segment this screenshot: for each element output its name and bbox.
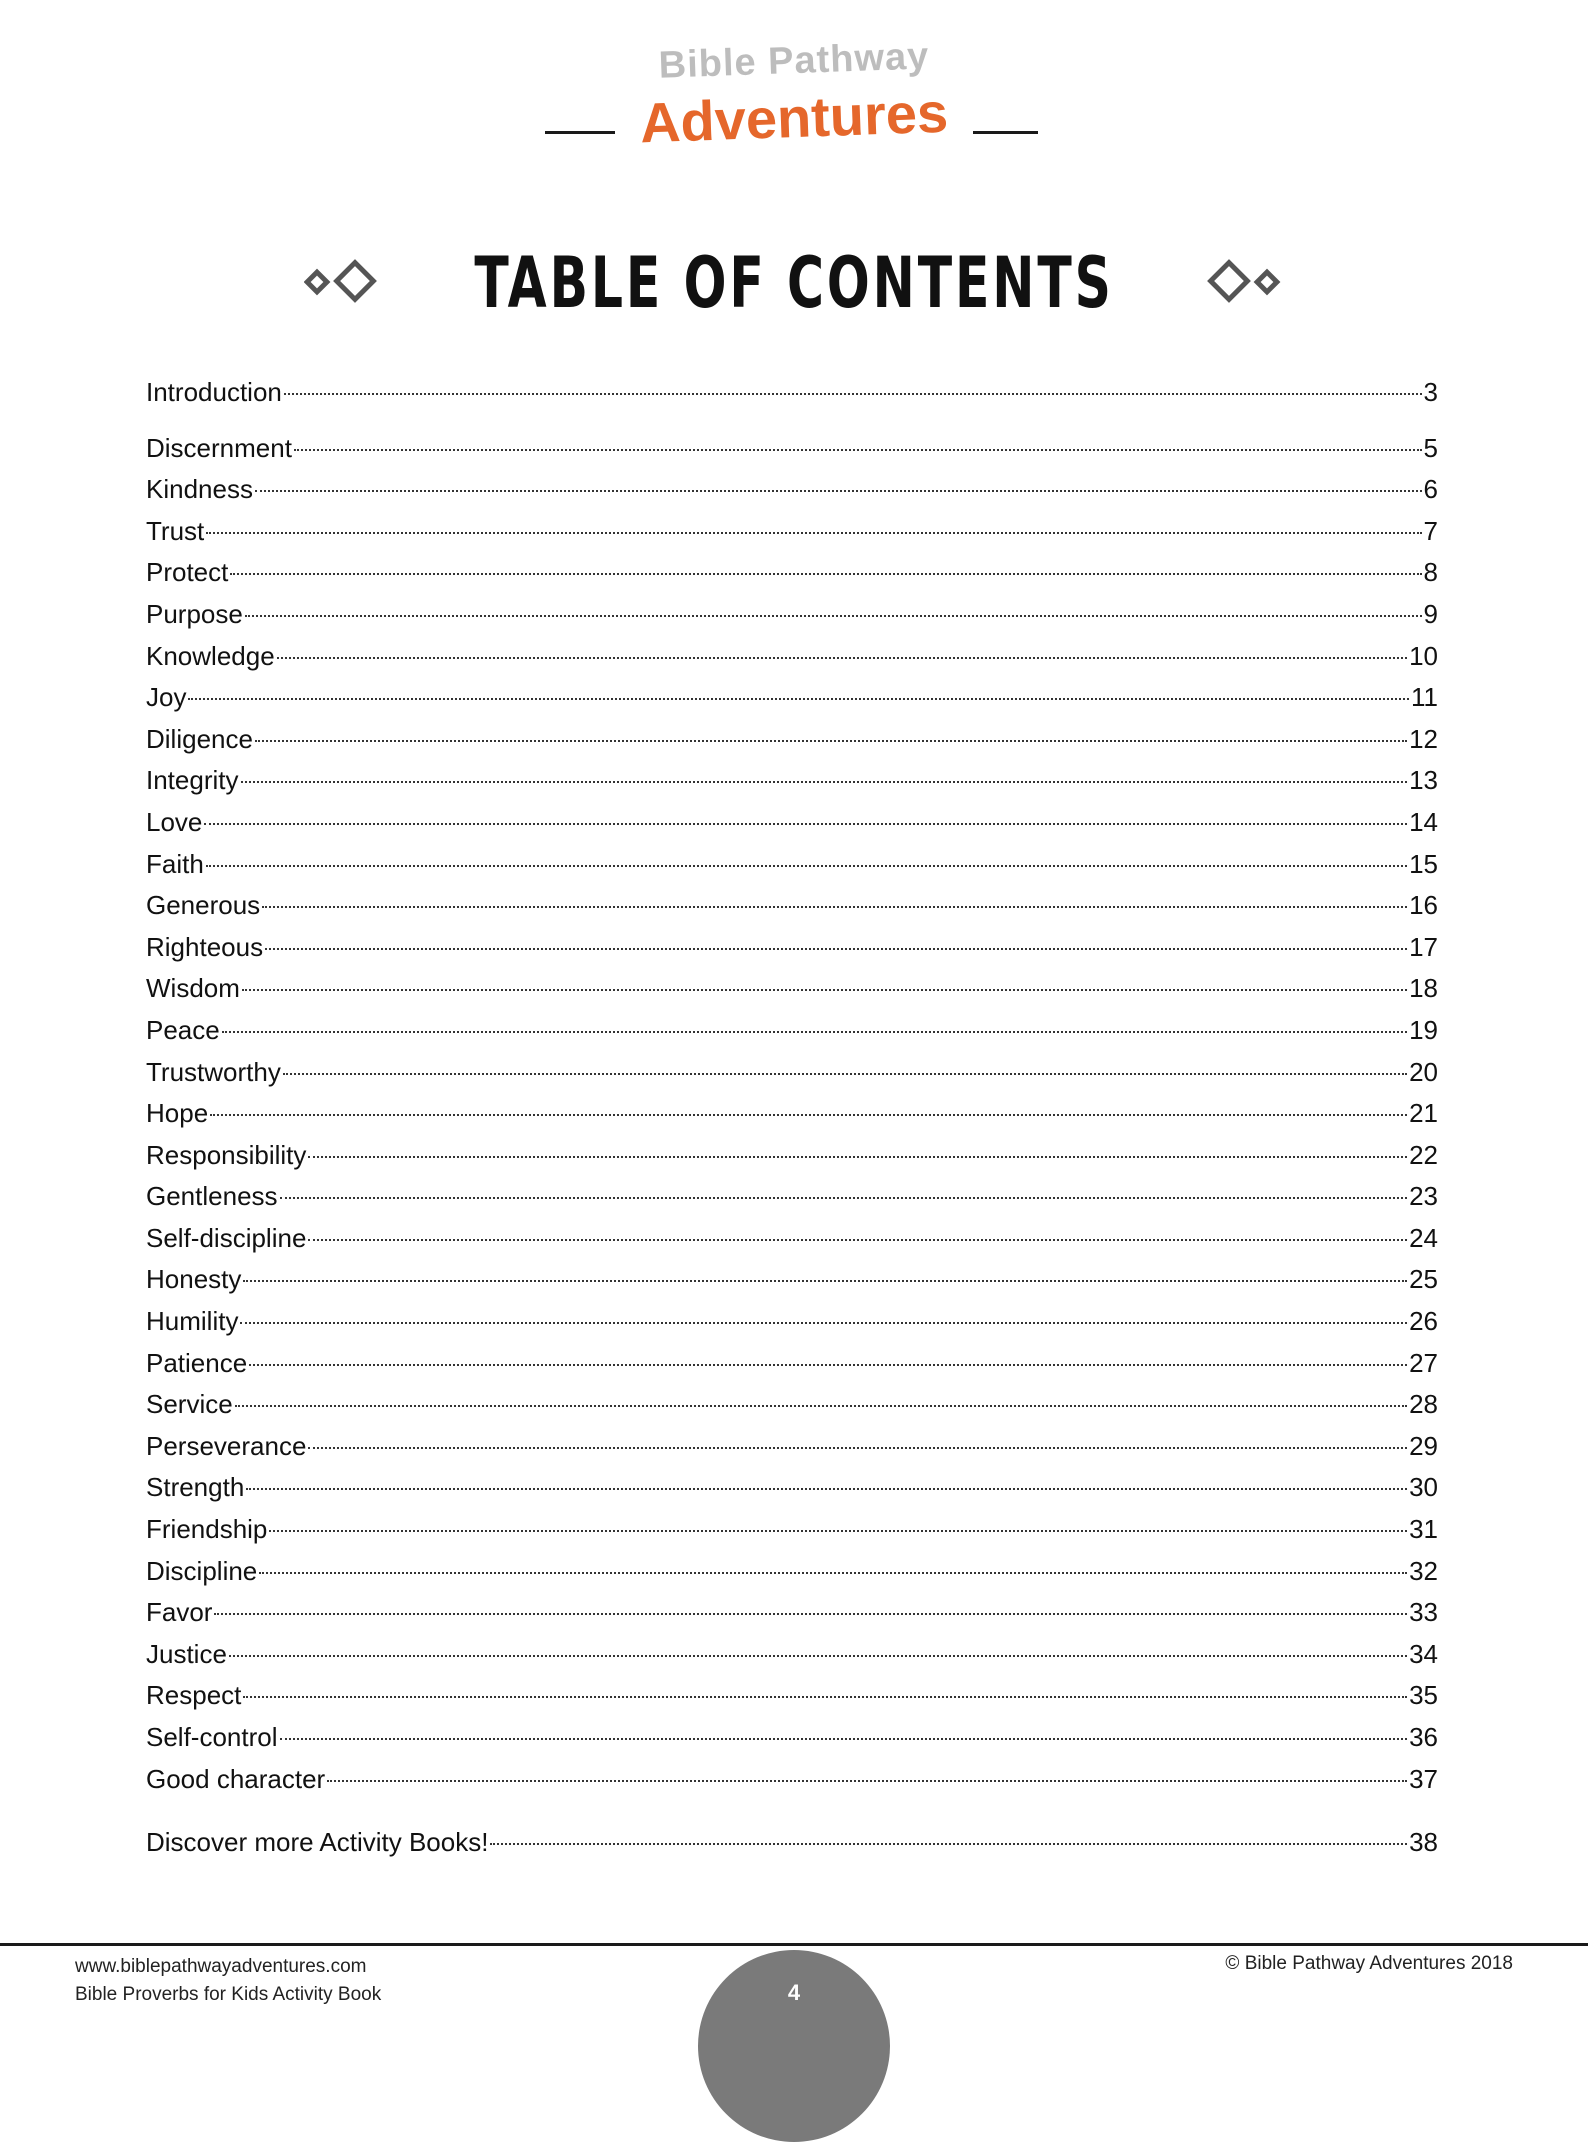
toc-entry	[146, 1306, 1438, 1348]
toc-entry	[146, 682, 1438, 724]
toc-leader-dots	[246, 1488, 1407, 1490]
toc-leader-dots	[327, 1780, 1407, 1782]
toc-leader-dots	[222, 1031, 1407, 1033]
toc-page-number: 17	[1409, 931, 1438, 962]
toc-label: Integrity	[146, 765, 239, 796]
toc-label: Favor	[146, 1597, 213, 1628]
toc-page-number: 16	[1409, 890, 1438, 921]
toc-page-number: 33	[1409, 1597, 1438, 1628]
toc-page-number: 19	[1409, 1014, 1438, 1045]
toc-page-number: 9	[1423, 598, 1438, 629]
toc-label: Discipline	[146, 1555, 258, 1586]
toc-entry	[146, 1639, 1438, 1681]
table-of-contents	[146, 377, 1438, 1869]
toc-page-number: 5	[1423, 432, 1438, 463]
toc-entry	[146, 1556, 1438, 1598]
toc-label: Service	[146, 1389, 233, 1420]
toc-leader-dots	[255, 490, 1422, 492]
diamond-ornament-left-icon	[304, 258, 384, 308]
page-number-badge	[698, 1950, 890, 2142]
footer-book-title: Bible Proverbs for Kids Activity Book	[75, 1984, 382, 2005]
toc-entry	[146, 890, 1438, 932]
brand-logo	[0, 30, 1588, 160]
toc-page-number: 35	[1409, 1680, 1438, 1711]
toc-leader-dots	[283, 1073, 1407, 1075]
toc-leader-dots	[245, 615, 1422, 617]
toc-page-number: 26	[1409, 1306, 1438, 1337]
toc-label: Hope	[146, 1098, 209, 1129]
toc-entry	[146, 1015, 1438, 1057]
toc-page-number: 27	[1409, 1347, 1438, 1378]
toc-page-number: 3	[1423, 377, 1438, 407]
toc-entry	[146, 1472, 1438, 1514]
toc-page-number: 13	[1409, 765, 1438, 796]
toc-leader-dots	[188, 698, 1409, 700]
toc-entry	[146, 641, 1438, 683]
toc-leader-dots	[229, 1655, 1407, 1657]
toc-label: Discover more Activity Books!	[146, 1827, 489, 1858]
toc-entry	[146, 1827, 1438, 1869]
toc-page-number: 11	[1411, 682, 1438, 713]
toc-label: Self-control	[146, 1722, 278, 1752]
toc-page-number: 34	[1409, 1638, 1438, 1669]
toc-leader-dots	[242, 989, 1407, 991]
toc-entry	[146, 557, 1438, 599]
toc-entry	[146, 1764, 1438, 1806]
toc-entry	[146, 516, 1438, 558]
footer-left	[75, 1953, 381, 2009]
toc-leader-dots	[308, 1447, 1407, 1449]
toc-page-number: 15	[1409, 848, 1438, 879]
toc-entry	[146, 1264, 1438, 1306]
toc-leader-dots	[262, 906, 1407, 908]
toc-page-number: 36	[1409, 1722, 1438, 1752]
toc-page-number: 18	[1409, 973, 1438, 1004]
toc-label: Protect	[146, 557, 229, 588]
toc-label: Humility	[146, 1306, 239, 1337]
toc-page-number: 8	[1423, 557, 1438, 588]
toc-entry	[146, 724, 1438, 766]
toc-leader-dots	[255, 740, 1407, 742]
toc-page-number: 38	[1409, 1827, 1438, 1858]
toc-page-number: 6	[1423, 474, 1438, 505]
toc-label: Faith	[146, 848, 204, 879]
diamond-ornament-right-icon	[1204, 258, 1284, 308]
toc-entry	[146, 1680, 1438, 1722]
toc-entry	[146, 1181, 1438, 1223]
toc-entry	[146, 1348, 1438, 1390]
toc-page-number: 24	[1409, 1222, 1438, 1253]
toc-page-number: 7	[1423, 515, 1438, 546]
toc-label: Knowledge	[146, 640, 275, 671]
toc-label: Respect	[146, 1680, 242, 1711]
logo-text-bottom: Adventures	[638, 80, 950, 155]
toc-leader-dots	[265, 948, 1407, 950]
toc-leader-dots	[249, 1364, 1407, 1366]
toc-page-number: 37	[1409, 1763, 1438, 1794]
toc-page-number: 25	[1409, 1264, 1438, 1295]
toc-label: Responsibility	[146, 1139, 307, 1170]
toc-entry	[146, 807, 1438, 849]
toc-page-number: 23	[1409, 1181, 1438, 1212]
toc-page-number: 32	[1409, 1555, 1438, 1586]
toc-label: Honesty	[146, 1264, 242, 1295]
toc-entry	[146, 1140, 1438, 1182]
toc-entry	[146, 1722, 1438, 1764]
page-title: TABLE OF CONTENTS	[474, 241, 1114, 324]
toc-entry	[146, 377, 1438, 419]
toc-label: Purpose	[146, 598, 243, 629]
toc-leader-dots	[280, 1197, 1408, 1199]
toc-leader-dots	[206, 532, 1421, 534]
toc-label: Trust	[146, 515, 205, 546]
toc-entry	[146, 973, 1438, 1015]
toc-entry	[146, 1389, 1438, 1431]
toc-entry	[146, 1514, 1438, 1556]
toc-entry	[146, 474, 1438, 516]
toc-leader-dots	[243, 1696, 1407, 1698]
footer-rule	[0, 1943, 1588, 1946]
toc-leader-dots	[241, 781, 1408, 783]
toc-page-number: 14	[1409, 806, 1438, 837]
title-row	[0, 240, 1588, 325]
toc-page-number: 10	[1409, 640, 1438, 671]
toc-label: Peace	[146, 1014, 220, 1045]
logo-text-top: Bible Pathway	[658, 35, 930, 87]
toc-page-number: 12	[1409, 723, 1438, 754]
footer-website: www.biblepathwayadventures.com	[75, 1956, 367, 1977]
toc-label: Friendship	[146, 1514, 268, 1545]
toc-leader-dots	[210, 1114, 1407, 1116]
toc-entry	[146, 765, 1438, 807]
toc-leader-dots	[490, 1843, 1407, 1845]
toc-page-number: 21	[1409, 1098, 1438, 1129]
toc-entry	[146, 1431, 1438, 1473]
toc-leader-dots	[308, 1239, 1407, 1241]
toc-entry	[146, 932, 1438, 974]
toc-label: Strength	[146, 1472, 245, 1503]
toc-leader-dots	[280, 1738, 1408, 1740]
toc-leader-dots	[277, 657, 1407, 659]
toc-entry	[146, 599, 1438, 641]
toc-leader-dots	[230, 573, 1421, 575]
toc-leader-dots	[269, 1530, 1407, 1532]
toc-label: Generous	[146, 890, 261, 921]
toc-leader-dots	[235, 1405, 1407, 1407]
toc-entry	[146, 1057, 1438, 1099]
footer-copyright: © Bible Pathway Adventures 2018	[1225, 1953, 1513, 1974]
toc-label: Trustworthy	[146, 1056, 281, 1087]
toc-label: Love	[146, 806, 203, 837]
toc-entry	[146, 1223, 1438, 1265]
toc-page-number: 20	[1409, 1056, 1438, 1087]
toc-label: Joy	[146, 682, 187, 713]
toc-leader-dots	[204, 823, 1407, 825]
toc-leader-dots	[206, 865, 1407, 867]
toc-leader-dots	[259, 1572, 1407, 1574]
toc-leader-dots	[240, 1322, 1407, 1324]
toc-page-number: 22	[1409, 1139, 1438, 1170]
toc-page-number: 29	[1409, 1430, 1438, 1461]
toc-page-number: 28	[1409, 1389, 1438, 1420]
toc-label: Diligence	[146, 723, 253, 754]
toc-label: Good character	[146, 1763, 326, 1794]
page-number: 4	[787, 1980, 801, 2005]
toc-entry	[146, 433, 1438, 475]
toc-leader-dots	[243, 1280, 1407, 1282]
toc-entry	[146, 849, 1438, 891]
toc-leader-dots	[214, 1613, 1407, 1615]
toc-entry	[146, 1597, 1438, 1639]
toc-label: Perseverance	[146, 1430, 307, 1461]
toc-leader-dots	[308, 1156, 1407, 1158]
toc-label: Wisdom	[146, 973, 240, 1004]
toc-label: Self-discipline	[146, 1222, 307, 1253]
toc-entry	[146, 1098, 1438, 1140]
toc-page-number: 31	[1409, 1514, 1438, 1545]
toc-leader-dots	[284, 393, 1422, 395]
toc-label: Discernment	[146, 432, 292, 463]
toc-label: Patience	[146, 1347, 248, 1378]
toc-label: Introduction	[146, 377, 282, 407]
toc-page-number: 30	[1409, 1472, 1438, 1503]
toc-label: Gentleness	[146, 1181, 278, 1212]
toc-label: Righteous	[146, 931, 264, 962]
toc-label: Justice	[146, 1638, 227, 1669]
toc-leader-dots	[294, 449, 1422, 451]
toc-label: Kindness	[146, 474, 253, 505]
